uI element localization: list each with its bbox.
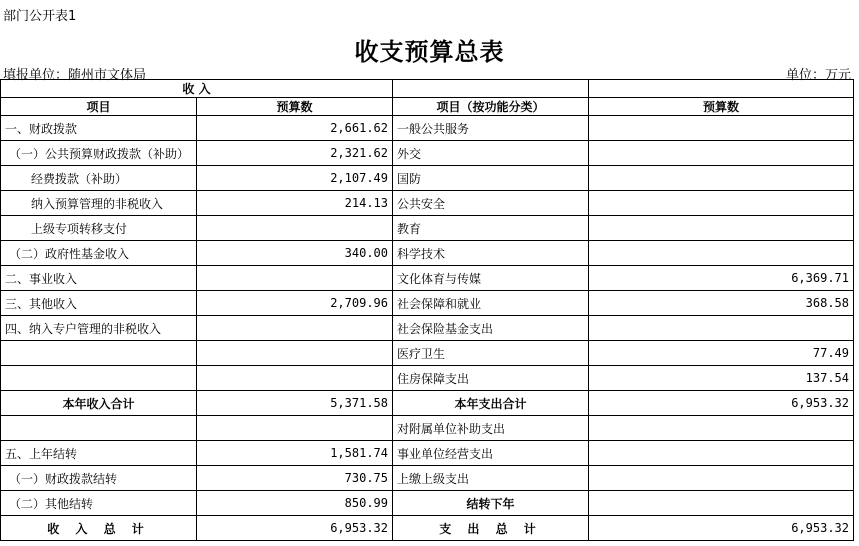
income-item-cell: 纳入预算管理的非税收入 <box>1 191 197 216</box>
table-row <box>1 141 854 166</box>
expense-item-cell: 支 出 总 计 <box>393 516 589 541</box>
income-item-cell: 二、事业收入 <box>1 266 197 291</box>
income-budget-cell: 340.00 <box>197 241 393 266</box>
col-item-func-header: 项目（按功能分类） <box>393 98 589 116</box>
expense-item-cell: 结转下年 <box>393 491 589 516</box>
table-row <box>1 191 854 216</box>
expense-budget-cell <box>589 241 854 266</box>
table-row <box>1 366 854 391</box>
table-row <box>1 116 854 141</box>
table-row <box>1 441 854 466</box>
expense-budget-cell <box>589 491 854 516</box>
col-budget2-header: 预算数 <box>589 98 854 116</box>
header-row-columns <box>1 98 854 116</box>
table-row <box>1 391 854 416</box>
expense-budget-cell <box>589 316 854 341</box>
expense-budget-cell: 137.54 <box>589 366 854 391</box>
income-budget-cell <box>197 216 393 241</box>
expense-budget-cell: 368.58 <box>589 291 854 316</box>
expense-item-cell: 外交 <box>393 141 589 166</box>
expense-item-cell: 事业单位经营支出 <box>393 441 589 466</box>
header-blank <box>589 80 854 98</box>
income-item-cell: （一）财政拨款结转 <box>1 466 197 491</box>
expense-item-cell: 医疗卫生 <box>393 341 589 366</box>
expense-budget-cell <box>589 116 854 141</box>
expense-budget-cell <box>589 166 854 191</box>
income-item-cell: 收 入 总 计 <box>1 516 197 541</box>
income-item-cell: 经费拨款（补助） <box>1 166 197 191</box>
income-item-cell <box>1 341 197 366</box>
table-row <box>1 466 854 491</box>
header-blank <box>393 80 589 98</box>
income-budget-cell: 2,661.62 <box>197 116 393 141</box>
table-row <box>1 341 854 366</box>
expense-budget-cell <box>589 416 854 441</box>
expense-item-cell: 教育 <box>393 216 589 241</box>
expense-item-cell: 住房保障支出 <box>393 366 589 391</box>
income-budget-cell <box>197 341 393 366</box>
income-budget-cell: 2,709.96 <box>197 291 393 316</box>
table-row <box>1 166 854 191</box>
expense-budget-cell: 77.49 <box>589 341 854 366</box>
income-budget-cell <box>197 316 393 341</box>
expense-budget-cell: 6,953.32 <box>589 391 854 416</box>
income-budget-cell: 850.99 <box>197 491 393 516</box>
expense-item-cell: 上缴上级支出 <box>393 466 589 491</box>
fill-unit: 填报单位：随州市文体局 <box>3 68 147 83</box>
expense-item-cell: 一般公共服务 <box>393 116 589 141</box>
expense-budget-cell <box>589 466 854 491</box>
page-title: 收支预算总表 <box>354 37 505 66</box>
expense-budget-cell: 6,953.32 <box>589 516 854 541</box>
table-row <box>1 241 854 266</box>
income-budget-cell: 1,581.74 <box>197 441 393 466</box>
income-budget-cell: 2,107.49 <box>197 166 393 191</box>
table-row <box>1 316 854 341</box>
income-item-cell: 一、财政拨款 <box>1 116 197 141</box>
income-item-cell: （二）政府性基金收入 <box>1 241 197 266</box>
income-item-cell <box>1 416 197 441</box>
income-header: 收 入 <box>1 80 393 98</box>
money-unit: 单位：万元 <box>785 68 851 83</box>
income-item-cell <box>1 366 197 391</box>
table-row <box>1 416 854 441</box>
expense-budget-cell <box>589 216 854 241</box>
table-row <box>1 266 854 291</box>
expense-item-cell: 文化体育与传媒 <box>393 266 589 291</box>
expense-budget-cell <box>589 141 854 166</box>
expense-item-cell: 对附属单位补助支出 <box>393 416 589 441</box>
expense-budget-cell <box>589 191 854 216</box>
expense-budget-cell <box>589 441 854 466</box>
income-item-cell: 三、其他收入 <box>1 291 197 316</box>
income-budget-cell <box>197 266 393 291</box>
income-budget-cell: 214.13 <box>197 191 393 216</box>
income-budget-cell: 6,953.32 <box>197 516 393 541</box>
income-budget-cell: 5,371.58 <box>197 391 393 416</box>
expense-item-cell: 社会保障和就业 <box>393 291 589 316</box>
expense-budget-cell: 6,369.71 <box>589 266 854 291</box>
income-item-cell: 四、纳入专户管理的非税收入 <box>1 316 197 341</box>
income-budget-cell <box>197 366 393 391</box>
expense-item-cell: 科学技术 <box>393 241 589 266</box>
header-row-income <box>1 80 854 98</box>
income-budget-cell: 730.75 <box>197 466 393 491</box>
col-item-header: 项目 <box>1 98 197 116</box>
expense-item-cell: 本年支出合计 <box>393 391 589 416</box>
income-item-cell: （一）公共预算财政拨款（补助） <box>1 141 197 166</box>
income-item-cell: 上级专项转移支付 <box>1 216 197 241</box>
income-budget-cell: 2,321.62 <box>197 141 393 166</box>
expense-item-cell: 国防 <box>393 166 589 191</box>
table-row <box>1 491 854 516</box>
income-item-cell: 五、上年结转 <box>1 441 197 466</box>
income-budget-cell <box>197 416 393 441</box>
expense-item-cell: 社会保险基金支出 <box>393 316 589 341</box>
expense-item-cell: 公共安全 <box>393 191 589 216</box>
income-item-cell: 本年收入合计 <box>1 391 197 416</box>
table-row <box>1 516 854 541</box>
table-row <box>1 291 854 316</box>
income-item-cell: （二）其他结转 <box>1 491 197 516</box>
table-row <box>1 216 854 241</box>
budget-table <box>0 79 854 541</box>
col-budget-header: 预算数 <box>197 98 393 116</box>
document-label: 部门公开表1 <box>3 9 77 24</box>
